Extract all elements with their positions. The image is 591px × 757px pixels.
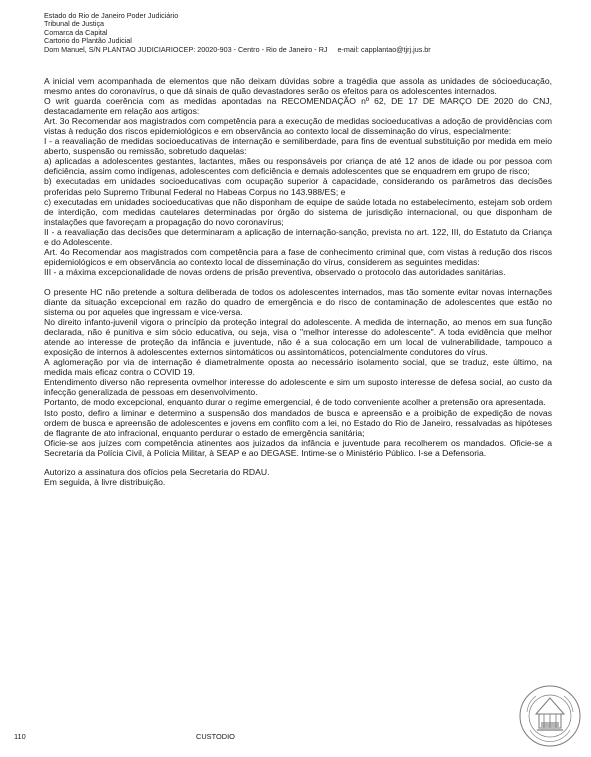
header-email: e-mail: capplantao@tjrj.jus.br: [337, 44, 431, 54]
court-seal: [518, 684, 582, 748]
paragraph: A aglomeração por via de internação é diametralmente oposta ao necessário isolamento social, que se traduz, este último, na medida mais eficaz contra o COVID 19.: [44, 357, 552, 378]
paragraph: No direito infanto-juvenil vigora o princípio da proteção integral do adolescente. A medida de internação, ao menos em sua função declarada, não é punitiva e sim sócio educativa, ou seja, visa o "melhor interesse do adolescente". A toda evidência que melhor atende ao interesse de proteção da infância e juventude, não é a sua colocação em um local de vulnerabilidade, tampouco a exposição de internos à adolescentes externos sintomáticos ou assintomáticos, potencialmente condutores do vírus.: [44, 317, 552, 358]
document-body: [44, 76, 552, 487]
paragraph: Autorizo a assinatura dos ofícios pela Secretaria do RDAU.: [44, 466, 270, 477]
header-address-line: [44, 46, 564, 54]
paragraph: Em seguida, à livre distribuição.: [44, 476, 166, 487]
paragraph: O presente HC não pretende a soltura deliberada de todos os adolescentes internados, mas tão somente evitar novas internações diante da situação excepcional em razão do quadro de emergência e do risco de contaminação de adolescentes que estão no sistema ou por aqueles que ingressam e vice-versa.: [44, 286, 552, 318]
header-line-office: Cartorio do Plantão Judicial: [44, 36, 132, 46]
paragraph: Isto posto, defiro a liminar e determino a suspensão dos mandados de busca e apreensão e a proibição de expedição de novas ordem de busca e apreensão de adolescentes e jovens em conflito com a lei, no Estado do Rio de Janeiro, ressalvadas as hipóteses de flagrante de ato infracional, enquanto perdurar o estado de emergência sanitária;: [44, 407, 552, 438]
paragraph: Oficie-se aos juízes com competência atinentes aos juizados da infância e juventude para recolherem os mandados. Oficie-se a Secretaria da Polícia Civil, à Polícia Militar, à SEAP e ao DEGASE. Intime-se o Ministério Público. I-se a Defensoria.: [44, 437, 552, 458]
header-line-district: Comarca da Capital: [44, 27, 108, 37]
paragraph: a) aplicadas a adolescentes gestantes, lactantes, mães ou responsáveis por criança de até 12 anos de idade ou por pessoa com deficiência, assim como indígenas, adolescentes com deficiência e demais adolescentes que se enquadrem em grupo de risco;: [44, 156, 552, 177]
paragraph: Art. 4o Recomendar aos magistrados com competência para a fase de conhecimento criminal que, com vistas à redução dos riscos epidemiológicos e em observância ao contexto local de disseminação do vírus, considerem as seguintes medidas:: [44, 246, 552, 267]
header-line-state: Estado do Rio de Janeiro Poder Judiciário: [44, 11, 179, 20]
paragraph: II - a reavaliação das decisões que determinaram a aplicação de internação-sanção, prevista no art. 122, III, do Estatuto da Criança e do Adolescente.: [44, 226, 552, 247]
paragraph: O writ guarda coerência com as medidas apontadas na RECOMENDAÇÃO nº 62, DE 17 DE MARÇO DE 2020 do CNJ, destacadamente em relação aos artigos:: [44, 96, 552, 117]
paragraph: Entendimento diverso não representa ovmelhor interesse do adolescente e sim um suposto interesse de defesa social, ao custo da infecção generalizada de pessoas em desenvolvimento.: [44, 377, 552, 398]
paragraph: A inicial vem acompanhada de elementos que não deixam dúvidas sobre a tragédia que assola as unidades de sócioeducação, mesmo antes do coronavírus, o que dá sinais de quão devastadores serão os efeitos para os adolescentes internados.: [44, 76, 552, 97]
seal-icon: [518, 684, 582, 748]
paragraph: c) executadas em unidades socioeducativas que não disponham de equipe de saúde lotada no estabelecimento, estejam sob ordem de interdição, com medidas cautelares determinadas por órgão do sistema de jurisdição internacional, ou que disponham de instalações que favoreçam a propagação do novo coronavírus;: [44, 196, 552, 227]
header-line-court: Tribunal de Justiça: [44, 19, 105, 29]
paragraph: I - a reavaliação de medidas socioeducativas de internação e semiliberdade, para fins de eventual substituição por medida em meio aberto, suspensão ou remissão, sobretudo daquelas:: [44, 136, 552, 157]
paragraph: Art. 3o Recomendar aos magistrados com competência para a execução de medidas socioeducativas a adoção de providências com vistas à redução dos riscos epidemiológicos e em observância ao contexto local de disseminação do vírus, especialmente:: [44, 116, 552, 137]
page-number: 110: [14, 732, 26, 741]
header-address: Dom Manuel, S/N PLANTAO JUDICIARIOCEP: 20020-903 - Centro - Rio de Janeiro - RJ: [44, 44, 328, 54]
paragraph: b) executadas em unidades socioeducativas com ocupação superior à capacidade, considerando os parâmetros das decisões proferidas pelo Supremo Tribunal Federal no Habeas Corpus no 143.988/ES; e: [44, 176, 552, 197]
document-header: [44, 12, 564, 54]
footer-label: CUSTODIO: [196, 732, 235, 741]
paragraph: III - a máxima excepcionalidade de novas ordens de prisão preventiva, observado o protocolo das autoridades sanitárias.: [44, 266, 506, 277]
paragraph: Portanto, de modo excepcional, enquanto durar o regime emergencial, é de todo conveniente acolher a pretensão ora apresentada.: [44, 397, 546, 408]
